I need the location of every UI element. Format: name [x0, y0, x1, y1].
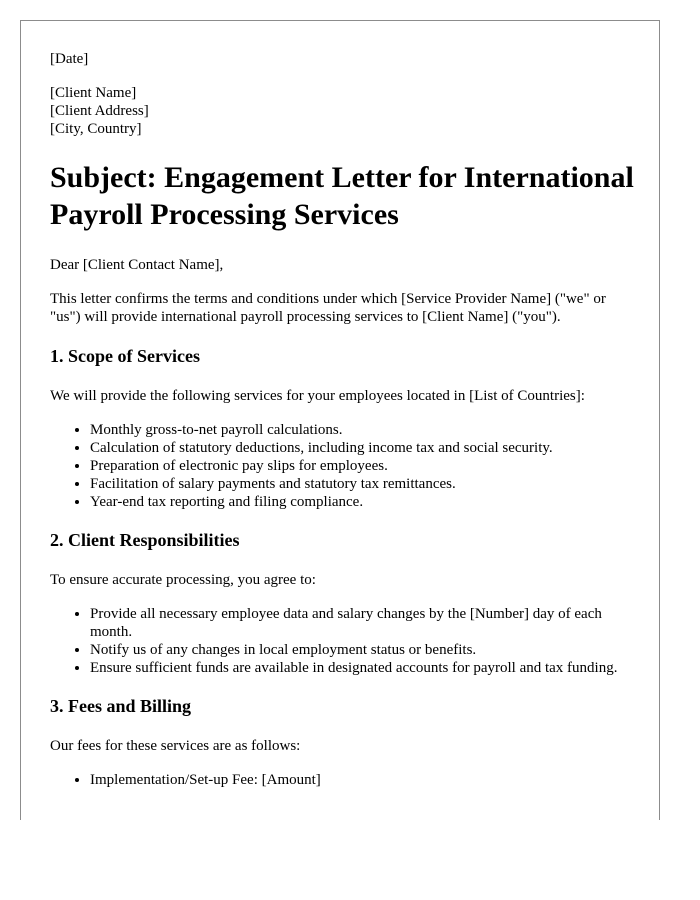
bullet-list: [50, 421, 640, 511]
intro-paragraph: This letter confirms the terms and conditions under which [Service Provider Name] ("we" or "us") will provide international payroll processing services to [Client Name] ("you").: [50, 291, 606, 325]
recipient-name: [Client Name]: [50, 85, 137, 101]
list-item: • Year-end tax reporting and filing compliance.: [90, 493, 640, 511]
letter-subject: Subject: Engagement Letter for International Payroll Processing Services: [50, 161, 634, 231]
letter-date: [Date]: [50, 51, 89, 67]
recipient-address-block: [50, 84, 640, 138]
list-item: • Calculation of statutory deductions, including income tax and social security.: [90, 439, 640, 457]
list-item: • Notify us of any changes in local employment status or benefits.: [90, 641, 640, 659]
section-heading: 2. Client Responsibilities: [50, 530, 240, 550]
letter-page: [20, 20, 660, 820]
letter-content: [50, 50, 640, 808]
section-lead: To ensure accurate processing, you agree to:: [50, 572, 316, 588]
section-heading: 3. Fees and Billing: [50, 696, 192, 716]
section-client-responsibilities: [50, 530, 640, 677]
bullet-list: [50, 605, 640, 677]
section-fees-and-billing: [50, 696, 640, 789]
section-scope-of-services: [50, 346, 640, 511]
section-lead: Our fees for these services are as follows:: [50, 738, 301, 754]
bullet-list: [50, 771, 640, 789]
list-item: • Monthly gross-to-net payroll calculations.: [90, 421, 640, 439]
list-item: • Ensure sufficient funds are available in designated accounts for payroll and tax funding.: [90, 659, 640, 677]
salutation: Dear [Client Contact Name],: [50, 257, 224, 273]
list-item: • Preparation of electronic pay slips for employees.: [90, 457, 640, 475]
recipient-address: [Client Address]: [50, 103, 149, 119]
section-heading: 1. Scope of Services: [50, 346, 200, 366]
list-item: • Implementation/Set-up Fee: [Amount]: [90, 771, 640, 789]
list-item: • Provide all necessary employee data and salary changes by the [Number] day of each month.: [90, 605, 640, 641]
list-item: • Facilitation of salary payments and statutory tax remittances.: [90, 475, 640, 493]
recipient-city: [City, Country]: [50, 121, 142, 137]
section-lead: We will provide the following services for your employees located in [List of Countries]:: [50, 388, 585, 404]
